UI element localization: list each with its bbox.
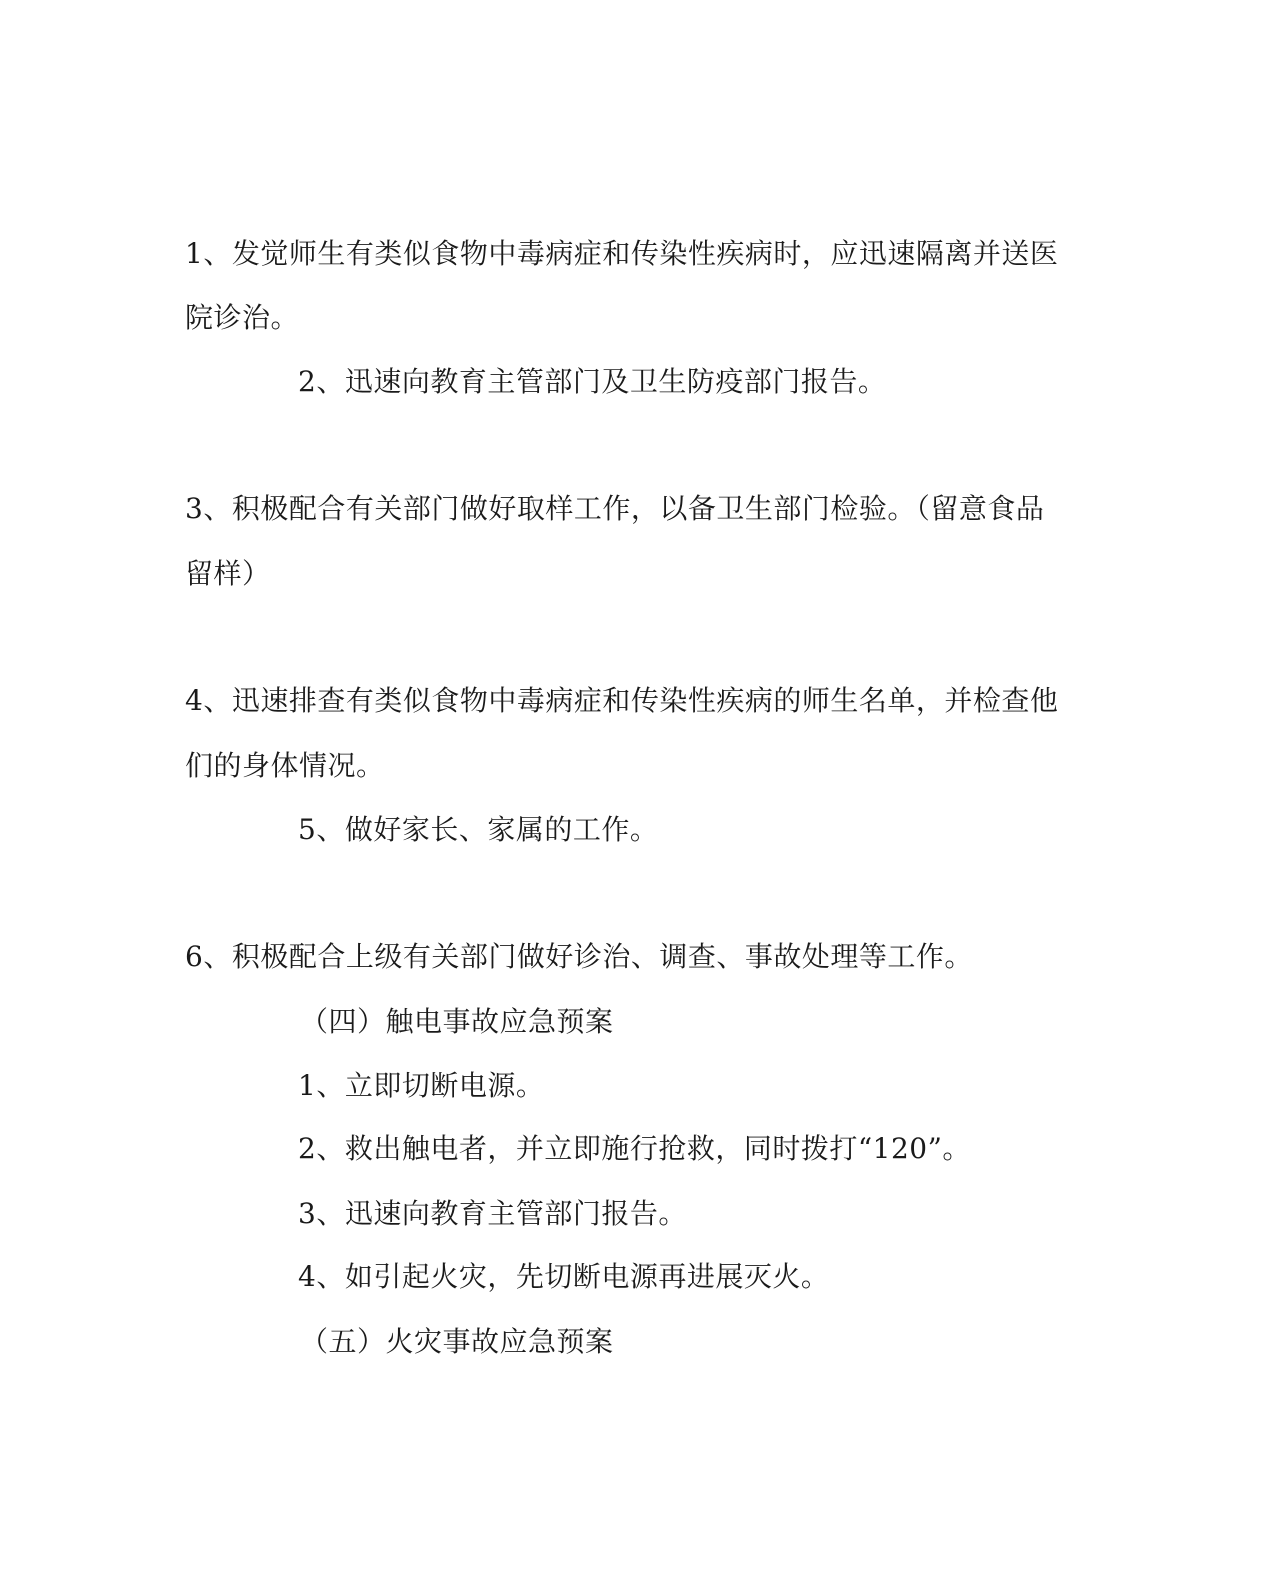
paragraph-line: 留样） bbox=[185, 557, 271, 590]
paragraph-line: 4、迅速排查有类似食物中毒病症和传染性疾病的师生名单，并检查他 bbox=[185, 684, 1059, 717]
paragraph-line: 院诊治。 bbox=[185, 301, 300, 334]
paragraph-line: 1、发觉师生有类似食物中毒病症和传染性疾病时，应迅速隔离并送医 bbox=[185, 237, 1059, 270]
paragraph-line: 们的身体情况。 bbox=[185, 749, 385, 782]
paragraph-line: 3、迅速向教育主管部门报告。 bbox=[298, 1197, 687, 1230]
paragraph-line: 4、如引起火灾，先切断电源再进展灭火。 bbox=[298, 1260, 830, 1293]
paragraph-line: 2、迅速向教育主管部门及卫生防疫部门报告。 bbox=[298, 365, 887, 398]
paragraph-line: 5、做好家长、家属的工作。 bbox=[298, 813, 659, 846]
paragraph-line: 1、立即切断电源。 bbox=[298, 1069, 545, 1102]
paragraph-line: 3、积极配合有关部门做好取样工作，以备卫生部门检验。（留意食品 bbox=[185, 492, 1045, 525]
section-heading: （四）触电事故应急预案 bbox=[300, 1005, 614, 1038]
section-heading: （五）火灾事故应急预案 bbox=[300, 1325, 614, 1358]
paragraph-line: 2、救出触电者，并立即施行抢救，同时拨打“120”。 bbox=[298, 1132, 971, 1165]
paragraph-line: 6、积极配合上级有关部门做好诊治、调查、事故处理等工作。 bbox=[185, 940, 973, 973]
